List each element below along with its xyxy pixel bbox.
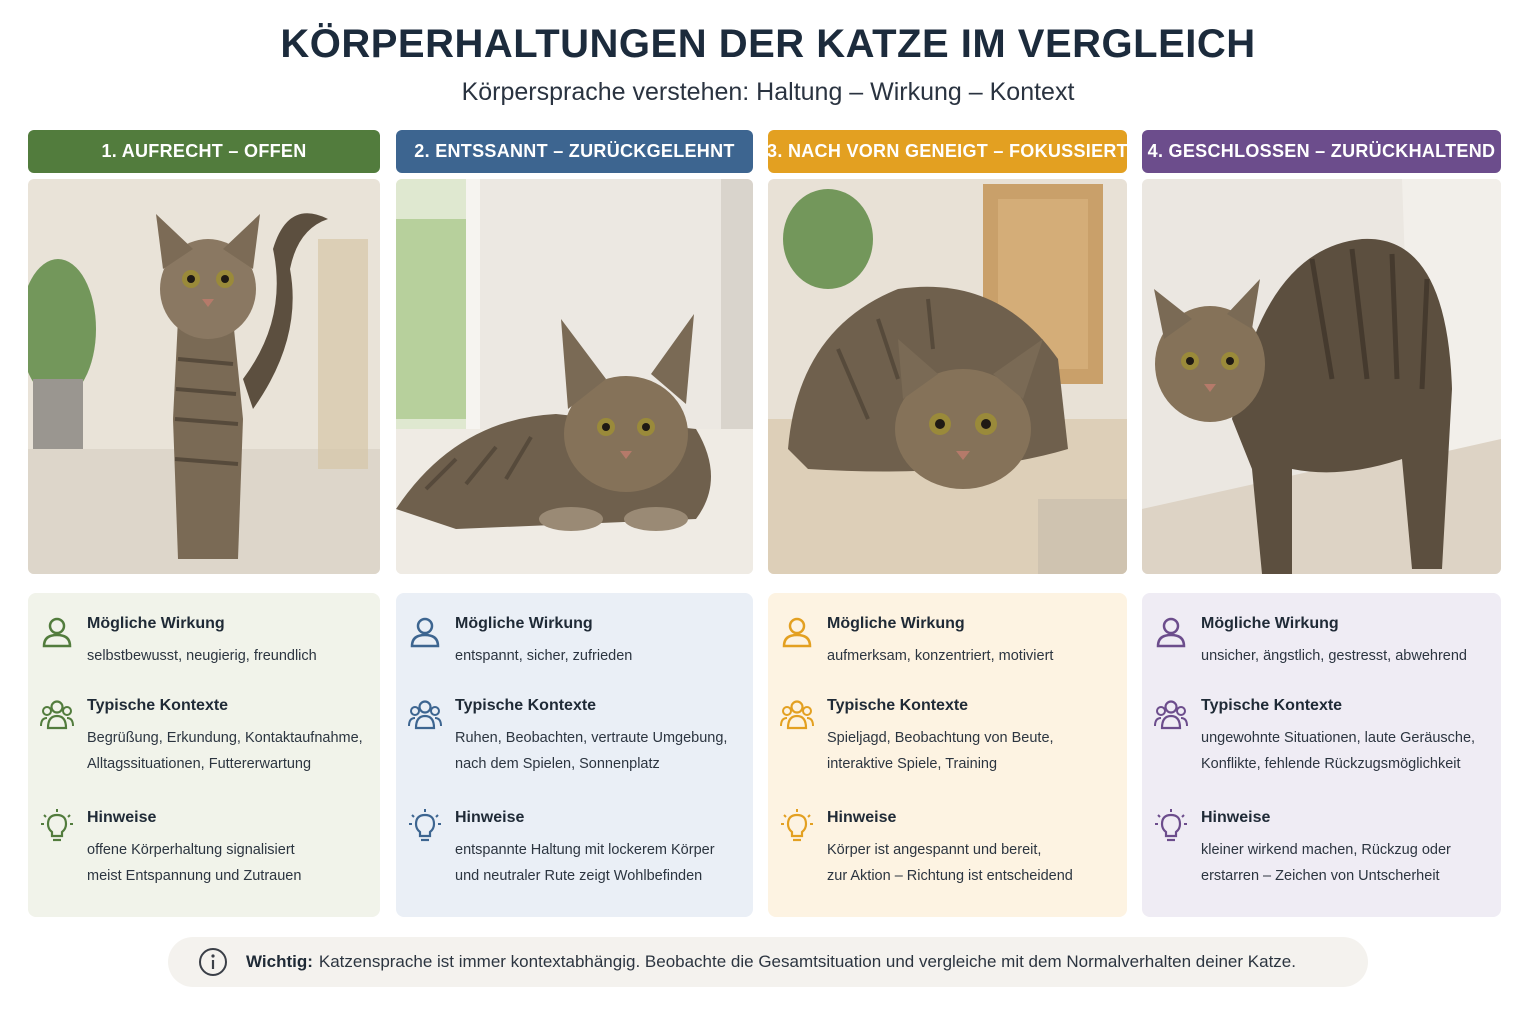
cat-crouching-photo [768,179,1127,574]
kontexte-title: Typische Kontexte [87,697,229,714]
wirkung-title: Mögliche Wirkung [827,615,965,632]
kontexte-title: Typische Kontexte [455,697,597,714]
info-card [1142,593,1501,917]
column-header: 2. ENTSSANNT – ZURÜCKGELEHNT [396,130,753,173]
cat-arched-photo [1142,179,1501,574]
info-card [28,593,380,917]
person-icon [780,615,814,649]
info-icon [198,947,228,977]
page-title: KÖRPERHALTUNGEN DER KATZE IM VERGLEICH [280,22,1256,66]
wirkung-text: aufmerksam, konzentriert, motiviert [827,648,1054,664]
column-header: 1. AUFRECHT – OFFEN [28,130,380,173]
kontexte-text: Begrüßung, Erkundung, Kontaktaufnahme, Alltagssituationen, Futtererwartung [87,730,363,772]
wirkung-text: unsicher, ängstlich, gestresst, abwehrend [1201,648,1467,664]
info-card [396,593,753,917]
wirkung-title: Mögliche Wirkung [87,615,225,632]
group-icon [40,697,74,731]
info-card [768,593,1127,917]
hinweise-text: entspannte Haltung mit lockerem Körper und neutraler Rute zeigt Wohlbefinden [455,842,715,884]
kontexte-title: Typische Kontexte [1201,697,1343,714]
kontexte-text: ungewohnte Situationen, laute Geräusche, Konflikte, fehlende Rückzugsmöglichkeit [1201,730,1476,772]
wirkung-text: entspannt, sicher, zufrieden [455,648,633,664]
lightbulb-icon [40,809,74,843]
column-header: 3. NACH VORN GENEIGT – FOKUSSIERT [768,130,1127,173]
note-label: Wichtig: [246,952,313,971]
person-icon [1154,615,1188,649]
posture-column-4 [1142,130,1501,884]
hinweise-text: Körper ist angespannt und bereit, zur Aktion – Richtung ist entscheidend [827,842,1073,884]
important-note [168,937,1368,987]
kontexte-text: Ruhen, Beobachten, vertraute Umgebung, nach dem Spielen, Sonnenplatz [455,730,728,772]
hinweise-text: offene Körperhaltung signalisiert meist Entspannung und Zutrauen [87,842,302,884]
lightbulb-icon [408,809,442,843]
group-icon [1154,697,1188,731]
hinweise-title: Hinweise [455,809,525,826]
person-icon [408,615,442,649]
page-subtitle: Körpersprache verstehen: Haltung – Wirkung – Kontext [461,78,1075,106]
posture-column-3 [767,130,1128,884]
kontexte-text: Spieljagd, Beobachtung von Beute, interaktive Spiele, Training [827,730,1054,772]
wirkung-title: Mögliche Wirkung [1201,615,1339,632]
group-icon [780,697,814,731]
hinweise-title: Hinweise [87,809,157,826]
kontexte-title: Typische Kontexte [827,697,969,714]
hinweise-title: Hinweise [827,809,897,826]
cat-standing-photo [28,179,380,574]
cat-lying-photo [396,179,753,574]
note-text: Katzensprache ist immer kontextabhängig. Beobachte die Gesamtsituation und vergleiche mit dem Normalverhalten deiner Katze. [318,952,1296,971]
hinweise-title: Hinweise [1201,809,1271,826]
wirkung-text: selbstbewusst, neugierig, freundlich [87,648,317,664]
column-header: 4. GESCHLOSSEN – ZURÜCKHALTEND [1142,130,1501,173]
wirkung-title: Mögliche Wirkung [455,615,593,632]
group-icon [408,697,442,731]
posture-column-2 [396,130,753,884]
lightbulb-icon [780,809,814,843]
person-icon [40,615,74,649]
lightbulb-icon [1154,809,1188,843]
hinweise-text: kleiner wirkend machen, Rückzug oder erstarren – Zeichen von Untscherheit [1201,842,1451,884]
posture-column-1 [28,130,380,884]
